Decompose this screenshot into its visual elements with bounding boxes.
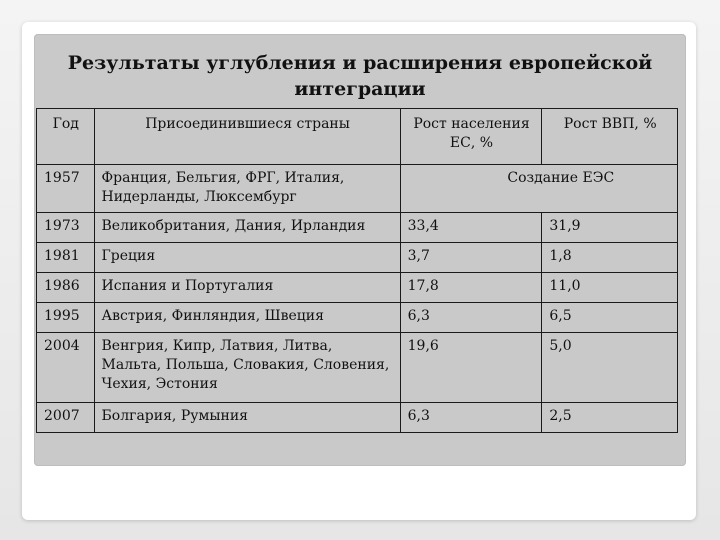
table-row [37, 303, 678, 333]
cell-population-growth: 33,4 [400, 213, 542, 243]
table-row [37, 273, 678, 303]
cell-countries: Великобритания, Дания, Ирландия [94, 213, 400, 243]
header-population-growth: Рост населения ЕС, % [400, 109, 542, 165]
cell-gdp-growth: 2,5 [542, 403, 678, 433]
cell-year: 1986 [37, 273, 95, 303]
header-gdp-growth: Рост ВВП, % [542, 109, 678, 165]
cell-year: 2004 [37, 333, 95, 403]
table-row [37, 243, 678, 273]
cell-year: 1957 [37, 165, 95, 213]
cell-year: 2007 [37, 403, 95, 433]
cell-year: 1973 [37, 213, 95, 243]
cell-gdp-growth: 5,0 [542, 333, 678, 403]
table-header-row [37, 109, 678, 165]
cell-countries: Испания и Португалия [94, 273, 400, 303]
cell-year: 1995 [37, 303, 95, 333]
table-row [37, 403, 678, 433]
cell-countries: Болгария, Румыния [94, 403, 400, 433]
cell-countries: Венгрия, Кипр, Латвия, Литва, Мальта, Польша, Словакия, Словения, Чехия, Эстония [94, 333, 400, 403]
header-year: Год [37, 109, 95, 165]
cell-population-growth: 17,8 [400, 273, 542, 303]
cell-countries: Греция [94, 243, 400, 273]
cell-gdp-growth: 11,0 [542, 273, 678, 303]
cell-gdp-growth: 31,9 [542, 213, 678, 243]
cell-merged-note: Создание ЕЭС [400, 165, 677, 213]
header-countries: Присоединившиеся страны [94, 109, 400, 165]
slide-title: Результаты углубления и расширения европейской интеграции [67, 52, 653, 100]
cell-population-growth: 19,6 [400, 333, 542, 403]
cell-countries: Франция, Бельгия, ФРГ, Италия, Нидерланды, Люксембург [94, 165, 400, 213]
table-row [37, 165, 678, 213]
cell-year: 1981 [37, 243, 95, 273]
cell-population-growth: 3,7 [400, 243, 542, 273]
cell-countries: Австрия, Финляндия, Швеция [94, 303, 400, 333]
cell-population-growth: 6,3 [400, 303, 542, 333]
cell-gdp-growth: 6,5 [542, 303, 678, 333]
cell-population-growth: 6,3 [400, 403, 542, 433]
enlargement-table [36, 108, 678, 433]
cell-gdp-growth: 1,8 [542, 243, 678, 273]
table-row [37, 213, 678, 243]
table-row [37, 333, 678, 403]
